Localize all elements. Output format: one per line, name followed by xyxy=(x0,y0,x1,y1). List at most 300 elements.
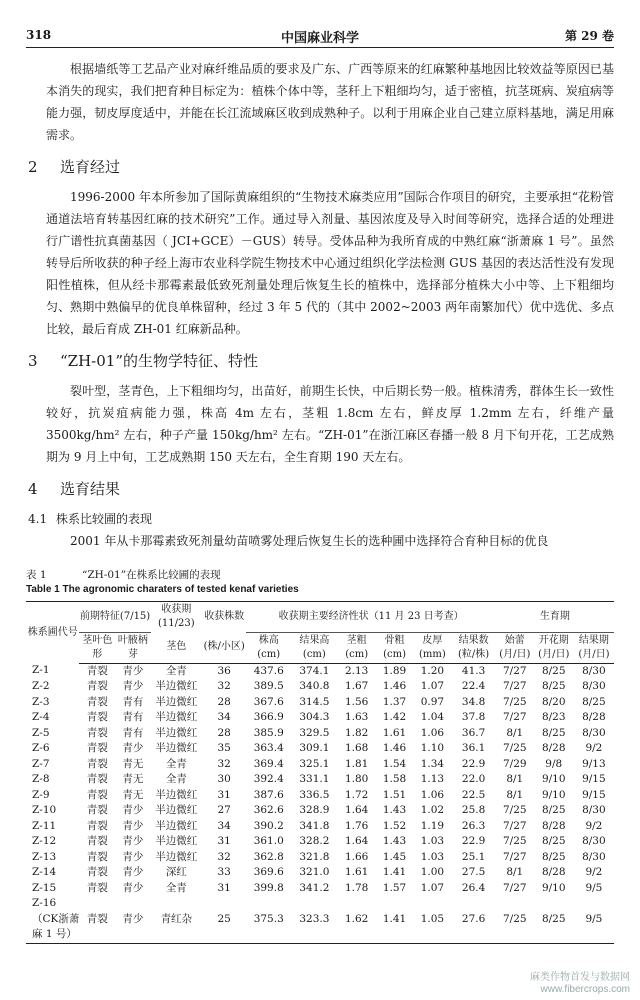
table-cell: 27 xyxy=(217,804,231,816)
table-cell: 25.8 xyxy=(461,804,486,816)
table-cell: 8/28 xyxy=(541,742,566,754)
table-cell: 1.06 xyxy=(420,726,445,739)
height-unit: (cm) xyxy=(257,648,281,660)
table-cell: 1.02 xyxy=(420,804,445,816)
table-cell: 青少 xyxy=(122,664,144,677)
table-cell: 8/23 xyxy=(541,711,566,723)
table-cell: 362.8 xyxy=(253,850,284,863)
table-cell: 7/27 xyxy=(502,819,527,832)
table-cell: 青有 xyxy=(122,726,144,739)
table-cell: 8/28 xyxy=(541,866,566,878)
table-cell: 1.07 xyxy=(420,680,445,692)
table-cell: 1.41 xyxy=(382,866,407,878)
line-code-cell: Z-14 xyxy=(32,866,57,878)
table-row xyxy=(26,881,614,897)
table-cell: 8/30 xyxy=(582,680,606,692)
table-cell: 8/28 xyxy=(582,711,606,723)
table-row xyxy=(26,695,614,711)
table-cell: 8/25 xyxy=(541,835,566,847)
table-cell: 1.04 xyxy=(420,711,445,723)
table-row xyxy=(26,726,614,742)
watermark-line-1: 麻类作物首发与数据网 xyxy=(530,972,630,983)
subsection-title: 株系比较圃的表现 xyxy=(56,512,153,526)
bone-diameter-unit: (cm) xyxy=(383,648,406,660)
line-code-cell: Z-2 xyxy=(32,680,50,692)
col-header-count-unit: (株/小区) xyxy=(202,632,247,663)
table-cell: 325.1 xyxy=(299,757,330,770)
section-3-heading xyxy=(28,348,614,374)
table-cell: 7/27 xyxy=(502,850,527,863)
table-row xyxy=(26,741,614,757)
table-cell: 0.97 xyxy=(420,695,445,708)
table-cell: 8/1 xyxy=(506,726,524,739)
table-cell: 青裂 xyxy=(86,680,108,692)
table-row xyxy=(26,865,614,881)
line-code-cell: Z-7 xyxy=(32,757,50,770)
table-cell: 369.4 xyxy=(253,757,284,770)
fruit-height-label: 结果高 xyxy=(299,634,330,646)
table-cell: 青裂 xyxy=(86,788,108,801)
table-cell: 389.5 xyxy=(253,680,284,692)
table-cell: 青少 xyxy=(122,819,144,832)
col-header-fruit-height xyxy=(291,632,338,663)
section-title: 选育经过 xyxy=(60,158,121,176)
table-1 xyxy=(26,568,614,944)
table-cell: 1.05 xyxy=(413,896,451,943)
table-cell: 8/20 xyxy=(541,695,566,708)
table-row xyxy=(26,710,614,726)
section-number: 4 xyxy=(28,480,38,498)
table-cell: 22.0 xyxy=(461,773,486,785)
table-cell: 314.5 xyxy=(299,695,330,708)
table-cell: 8/25 xyxy=(534,896,574,943)
table-cell: 9/2 xyxy=(585,742,603,754)
table-cell: 30 xyxy=(217,773,231,785)
table-cell: 青裂 xyxy=(86,757,108,770)
table-cell: 青有 xyxy=(122,711,144,723)
table-cell: 全青 xyxy=(165,881,187,894)
table-body xyxy=(26,663,614,943)
table-cell: 1.68 xyxy=(344,742,369,754)
agronomic-table xyxy=(26,601,614,944)
bud-label: 始蕾 xyxy=(504,634,525,646)
stem-diameter-label: 茎粗 xyxy=(346,634,367,646)
line-code-cell: Z-11 xyxy=(32,819,57,832)
table-cell: 9/2 xyxy=(585,819,603,832)
table-cell: 青裂 xyxy=(86,664,108,677)
table-cell: 1.81 xyxy=(344,757,369,770)
table-cell: 青少 xyxy=(115,896,151,943)
fruit-date-unit: (月/日) xyxy=(578,648,610,660)
table-cell: 青裂 xyxy=(86,726,108,739)
table-row xyxy=(26,772,614,788)
table-cell: 1.51 xyxy=(382,788,407,801)
table-cell: 1.61 xyxy=(382,726,407,739)
table-cell: 9/15 xyxy=(582,773,606,785)
section-3-paragraph: 裂叶型，茎青色，上下粗细均匀，出苗好，前期生长快，中后期长势一般。植株清秀，群体生长一致性较好，抗炭疽病能力强，株高 4m 左右，茎粗 1.8cm 左右，鲜皮厚 1.2mm 左右，纤维产量 3500kg/hm² 左右，种子产量 150kg/hm² 左右。“ZH-01”在浙江麻区春播一般 8 月下旬开花，工艺成熟期为 9 月上中旬，工艺成熟期 150 天左右，全生育期 190 天左右。 xyxy=(46,384,614,464)
table-cell: 深红 xyxy=(165,866,187,878)
col-header-early: 前期特征(7/15) xyxy=(79,602,150,633)
table-cell: 青少 xyxy=(122,881,144,894)
col-header-flower xyxy=(534,632,574,663)
table-cell: 青红杂 xyxy=(151,896,202,943)
col-header-harvest-color: 收获期(11/23) xyxy=(151,602,202,633)
fruit-count-label: 结果数 xyxy=(458,634,489,646)
intro-paragraph: 根据墙纸等工艺品产业对麻纤维品质的要求及广东、广西等原来的红麻繁种基地因比较效益等原因已基本消失的现实，我们把育种目标定为：植株个体中等，茎秆上下粗细均匀，适于密植，抗茎斑病、炭疽病等能力强，韧皮厚度适中，并能在长江流域麻区收到成熟种子。以利于用麻企业自己建立原料基地，满足用麻需求。 xyxy=(46,62,614,142)
subsection-4-1-paragraph: 2001 年从卡那霉素致死剂量幼苗喷雾处理后恢复生长的选种圃中选择符合育种目标的优良 xyxy=(70,534,549,548)
table-cell: 36.1 xyxy=(461,742,486,754)
stem-diameter-unit: (cm) xyxy=(345,648,369,660)
watermark-line-2: www.fibercrops.com xyxy=(540,984,630,995)
page-number: 318 xyxy=(26,28,52,42)
table-row xyxy=(26,850,614,866)
table-cell: 390.2 xyxy=(253,819,284,832)
table-cell: 半边微红 xyxy=(155,680,198,692)
col-header-bone-diameter xyxy=(376,632,414,663)
table-cell: 37.8 xyxy=(461,711,486,723)
col-header-code: 株系圃代号 xyxy=(26,602,79,664)
table-cell: 青裂 xyxy=(86,804,108,816)
table-cell: 369.6 xyxy=(253,866,284,878)
table-cell: 7/27 xyxy=(502,881,527,894)
table-row xyxy=(26,896,614,943)
table-cell: 27.6 xyxy=(451,896,496,943)
table-cell: 1.10 xyxy=(420,742,445,754)
table-cell: 1.64 xyxy=(344,804,369,816)
table-cell: 2.13 xyxy=(344,664,369,677)
table-cell: 9/5 xyxy=(585,881,603,894)
table-cell: 青有 xyxy=(122,695,144,708)
col-header-axil-bud: 叶腋柄芽 xyxy=(115,632,151,663)
col-header-bark-thickness xyxy=(413,632,451,663)
col-header-bud xyxy=(496,632,534,663)
table-cell: 8/1 xyxy=(506,788,524,801)
table-cell: 9/13 xyxy=(582,757,606,770)
table-cell: 374.1 xyxy=(299,664,330,677)
table-cell: 半边微红 xyxy=(155,742,198,754)
fruit-date-label: 结果期 xyxy=(578,634,609,646)
table-row xyxy=(26,834,614,850)
table-cell: 青少 xyxy=(122,866,144,878)
table-cell: 9/10 xyxy=(541,881,566,894)
line-code-cell: Z-6 xyxy=(32,742,50,754)
line-code-cell: Z-5 xyxy=(32,726,50,739)
table-cell: 1.76 xyxy=(344,819,369,832)
table-cell: 375.3 xyxy=(246,896,291,943)
table-row xyxy=(26,679,614,695)
table-cell: 392.4 xyxy=(253,773,284,785)
table-cell: 336.5 xyxy=(299,788,330,801)
table-cell: 1.89 xyxy=(382,664,407,677)
line-code-cell: Z-4 xyxy=(32,711,50,723)
table-cell: 363.4 xyxy=(253,742,284,754)
table-cell: 1.43 xyxy=(382,835,407,847)
table-cell: 32 xyxy=(217,850,231,863)
table-cell: 328.9 xyxy=(299,804,330,816)
table-cell: 22.9 xyxy=(461,835,486,847)
table-title-cn: “ZH-01”在株系比较圃的表现 xyxy=(82,569,221,581)
col-header-growth: 生育期 xyxy=(496,602,614,633)
table-cell: 329.5 xyxy=(299,726,330,739)
section-4-heading xyxy=(28,476,614,502)
table-cell: 8/30 xyxy=(582,664,606,677)
header-rule xyxy=(26,47,614,48)
table-cell: 全青 xyxy=(165,773,187,785)
section-title: 选育结果 xyxy=(60,480,121,498)
table-cell: 1.64 xyxy=(344,835,369,847)
table-cell: 1.03 xyxy=(420,835,445,847)
table-cell: 7/25 xyxy=(502,742,527,754)
subsection-4-1-heading xyxy=(28,508,614,530)
line-code-cell: Z-9 xyxy=(32,788,50,801)
table-cell: 1.58 xyxy=(382,773,407,785)
table-cell: 321.0 xyxy=(299,866,330,878)
table-cell: 青裂 xyxy=(86,881,108,894)
table-cell: 1.13 xyxy=(420,773,445,785)
table-cell: 8/25 xyxy=(541,804,566,816)
table-cell: 7/25 xyxy=(502,804,527,816)
article-body xyxy=(28,58,614,552)
table-cell: 青裂 xyxy=(86,850,108,863)
table-cell: 青裂 xyxy=(86,866,108,878)
table-cell: 8/28 xyxy=(541,819,566,832)
table-cell: 331.1 xyxy=(299,773,330,785)
table-cell: 1.46 xyxy=(382,680,407,692)
line-code-cell: Z-16（CK浙萧麻 1 号） xyxy=(26,896,79,943)
table-cell: 437.6 xyxy=(253,664,284,677)
table-cell: 9/8 xyxy=(545,757,563,770)
table-cell: 半边微红 xyxy=(155,804,198,816)
table-cell: 8/25 xyxy=(582,695,606,708)
table-cell: 367.6 xyxy=(253,695,284,708)
table-cell: 387.6 xyxy=(253,788,284,801)
section-number: 2 xyxy=(28,158,38,176)
table-cell: 青无 xyxy=(122,773,144,785)
table-cell: 1.34 xyxy=(420,757,445,770)
table-cell: 28 xyxy=(217,726,231,739)
table-cell: 35 xyxy=(217,742,231,754)
table-cell: 半边微红 xyxy=(155,695,198,708)
table-cell: 8/30 xyxy=(582,835,606,847)
table-cell: 362.6 xyxy=(253,804,284,816)
table-cell: 青少 xyxy=(122,835,144,847)
table-cell: 1.43 xyxy=(382,804,407,816)
table-cell: 8/25 xyxy=(541,850,566,863)
table-row xyxy=(26,757,614,773)
table-cell: 1.45 xyxy=(382,850,407,863)
table-cell: 341.2 xyxy=(299,881,330,894)
table-cell: 青裂 xyxy=(86,819,108,832)
table-cell: 22.4 xyxy=(461,680,486,692)
table-cell: 半边微红 xyxy=(155,850,198,863)
bark-unit: (mm) xyxy=(419,648,446,660)
table-cell: 7/27 xyxy=(502,664,527,677)
table-cell: 1.61 xyxy=(344,866,369,878)
table-cell: 8/30 xyxy=(582,726,606,739)
watermark xyxy=(530,972,630,996)
col-header-fruit-date xyxy=(574,632,614,663)
col-header-stem-color: 茎色 xyxy=(151,632,202,663)
table-cell: 1.41 xyxy=(376,896,414,943)
table-cell: 8/1 xyxy=(506,773,524,785)
col-header-count: 收获株数 xyxy=(202,602,247,633)
journal-title: 中国麻业科学 xyxy=(280,31,359,46)
table-cell: 青裂 xyxy=(86,773,108,785)
table-cell: 32 xyxy=(217,680,231,692)
table-cell: 36 xyxy=(217,664,231,677)
line-code-cell: Z-12 xyxy=(32,835,57,847)
table-cell: 31 xyxy=(217,835,231,847)
section-title: “ZH-01”的生物学特征、特性 xyxy=(60,352,258,370)
line-code-cell: Z-3 xyxy=(32,695,50,708)
table-cell: 32 xyxy=(217,757,231,770)
table-cell: 1.80 xyxy=(344,773,369,785)
table-cell: 半边微红 xyxy=(155,788,198,801)
table-cell: 9/2 xyxy=(585,866,603,878)
section-2-heading xyxy=(28,154,614,180)
fruit-count-unit: (粒/株) xyxy=(458,648,490,660)
bone-diameter-label: 骨粗 xyxy=(384,634,405,646)
volume-label: 第 29 卷 xyxy=(564,29,614,43)
table-cell: 26.4 xyxy=(461,881,486,894)
table-cell: 25 xyxy=(202,896,247,943)
table-cell: 28 xyxy=(217,695,231,708)
table-cell: 7/29 xyxy=(502,757,527,770)
table-cell: 304.3 xyxy=(299,711,330,723)
table-cell: 26.3 xyxy=(461,819,486,832)
page-header xyxy=(26,24,614,46)
table-cell: 1.06 xyxy=(420,788,445,801)
table-cell: 36.7 xyxy=(461,726,486,739)
table-cell: 青裂 xyxy=(86,711,108,723)
table-cell: 361.0 xyxy=(253,835,284,847)
table-cell: 9/10 xyxy=(541,788,566,801)
fruit-height-unit: (cm) xyxy=(302,648,326,660)
bark-label: 皮厚 xyxy=(422,634,443,646)
table-cell: 青裂 xyxy=(86,742,108,754)
col-header-stem-leaf-color: 茎叶色形 xyxy=(79,632,115,663)
table-cell: 青少 xyxy=(122,680,144,692)
col-header-height xyxy=(246,632,291,663)
table-cell: 399.8 xyxy=(253,881,284,894)
table-cell: 7/25 xyxy=(496,896,534,943)
flower-label: 开花期 xyxy=(538,634,569,646)
table-cell: 323.3 xyxy=(291,896,338,943)
table-cell: 7/27 xyxy=(502,680,527,692)
table-cell: 半边微红 xyxy=(155,711,198,723)
table-cell: 1.62 xyxy=(338,896,376,943)
table-cell: 青裂 xyxy=(79,896,115,943)
height-label: 株高 xyxy=(258,634,279,646)
table-cell: 8/25 xyxy=(541,664,566,677)
line-code-cell: Z-10 xyxy=(32,804,57,816)
bud-unit: (月/日) xyxy=(499,648,531,660)
table-cell: 9/5 xyxy=(574,896,614,943)
table-cell: 半边微红 xyxy=(155,819,198,832)
table-cell: 31 xyxy=(217,881,231,894)
table-cell: 全青 xyxy=(165,757,187,770)
table-caption xyxy=(26,568,614,583)
table-cell: 1.42 xyxy=(382,711,407,723)
table-cell: 385.9 xyxy=(253,726,284,739)
table-cell: 1.00 xyxy=(420,866,445,878)
table-cell: 1.46 xyxy=(382,742,407,754)
table-cell: 340.8 xyxy=(299,680,330,692)
table-cell: 1.52 xyxy=(382,819,407,832)
table-cell: 1.78 xyxy=(344,881,369,894)
subsection-number: 4.1 xyxy=(28,512,48,526)
table-cell: 青裂 xyxy=(86,695,108,708)
flower-unit: (月/日) xyxy=(538,648,570,660)
table-cell: 青无 xyxy=(122,788,144,801)
table-cell: 1.56 xyxy=(344,695,369,708)
table-cell: 8/30 xyxy=(582,850,606,863)
table-cell: 1.19 xyxy=(420,819,445,832)
table-cell: 1.63 xyxy=(344,711,369,723)
table-cell: 366.9 xyxy=(253,711,284,723)
table-cell: 7/27 xyxy=(502,711,527,723)
table-cell: 22.9 xyxy=(461,757,486,770)
table-cell: 41.3 xyxy=(461,664,486,677)
table-cell: 1.72 xyxy=(344,788,369,801)
table-cell: 8/25 xyxy=(541,726,566,739)
line-code-cell: Z-13 xyxy=(32,850,57,863)
line-code-cell: Z-1 xyxy=(32,664,50,677)
col-header-econ: 收获期主要经济性状（11 月 23 日考查） xyxy=(246,602,495,633)
table-cell: 7/25 xyxy=(502,835,527,847)
table-cell: 1.03 xyxy=(420,850,445,863)
table-cell: 1.37 xyxy=(382,695,407,708)
line-code-cell: Z-15 xyxy=(32,881,57,894)
table-cell: 全青 xyxy=(165,664,187,677)
table-row xyxy=(26,788,614,804)
table-cell: 1.66 xyxy=(344,850,369,863)
section-2-paragraph: 1996-2000 年本所参加了国际黄麻组织的“生物技术麻类应用”国际合作项目的研究，主要承担“花粉管通道法培育转基因红麻的技术研究”工作。通过导入剂量、基因浓度及导入时间等研究，选择合适的处理进行广谱性抗真菌基因（ JCI+GCE）－GUS）转导。受体品种为我所育成的中熟红麻“浙萧麻 1 号”。虽然转导后所收获的种子经上海市农业科学院生物技术中心通过组织化学法检测 GUS 基因的表达活性没有发现阳性植株，但从经卡那霉素最低致死剂量处理后恢复生长的植株中，选择部分植株大小中等、上下粗细均匀、熟期中熟偏早的优良单株留种，经过 3 年 5 代的（其中 2002~2003 两年南繁加代）优中选优、多点比较，最后育成 ZH-01 红麻新品种。 xyxy=(46,190,614,336)
table-cell: 34.8 xyxy=(461,695,486,708)
table-row xyxy=(26,663,614,679)
table-cell: 328.2 xyxy=(299,835,330,847)
table-cell: 1.67 xyxy=(344,680,369,692)
table-cell: 1.07 xyxy=(420,881,445,894)
table-cell: 33 xyxy=(217,866,231,878)
table-cell: 1.82 xyxy=(344,726,369,739)
table-cell: 9/10 xyxy=(541,773,566,785)
table-cell: 31 xyxy=(217,788,231,801)
table-cell: 309.1 xyxy=(299,742,330,754)
table-cell: 1.20 xyxy=(420,664,445,677)
table-cell: 青少 xyxy=(122,742,144,754)
table-cell: 34 xyxy=(217,711,231,723)
col-header-fruit-count xyxy=(451,632,496,663)
table-cell: 青无 xyxy=(122,757,144,770)
table-cell: 8/25 xyxy=(541,680,566,692)
table-cell: 半边微红 xyxy=(155,835,198,847)
table-cell: 9/15 xyxy=(582,788,606,801)
table-cell: 青少 xyxy=(122,850,144,863)
table-cell: 半边微红 xyxy=(155,726,198,739)
col-header-stem-diameter xyxy=(338,632,376,663)
table-row xyxy=(26,803,614,819)
table-cell: 341.8 xyxy=(299,819,330,832)
table-cell: 7/25 xyxy=(502,695,527,708)
table-title-en: Table 1 The agronomic charaters of tested kenaf varieties xyxy=(26,584,299,595)
section-number: 3 xyxy=(28,352,38,370)
table-cell: 青少 xyxy=(122,804,144,816)
table-cell: 8/30 xyxy=(582,804,606,816)
table-number: 表 1 xyxy=(26,569,47,581)
table-cell: 8/1 xyxy=(506,866,524,878)
table-cell: 22.5 xyxy=(461,788,486,801)
